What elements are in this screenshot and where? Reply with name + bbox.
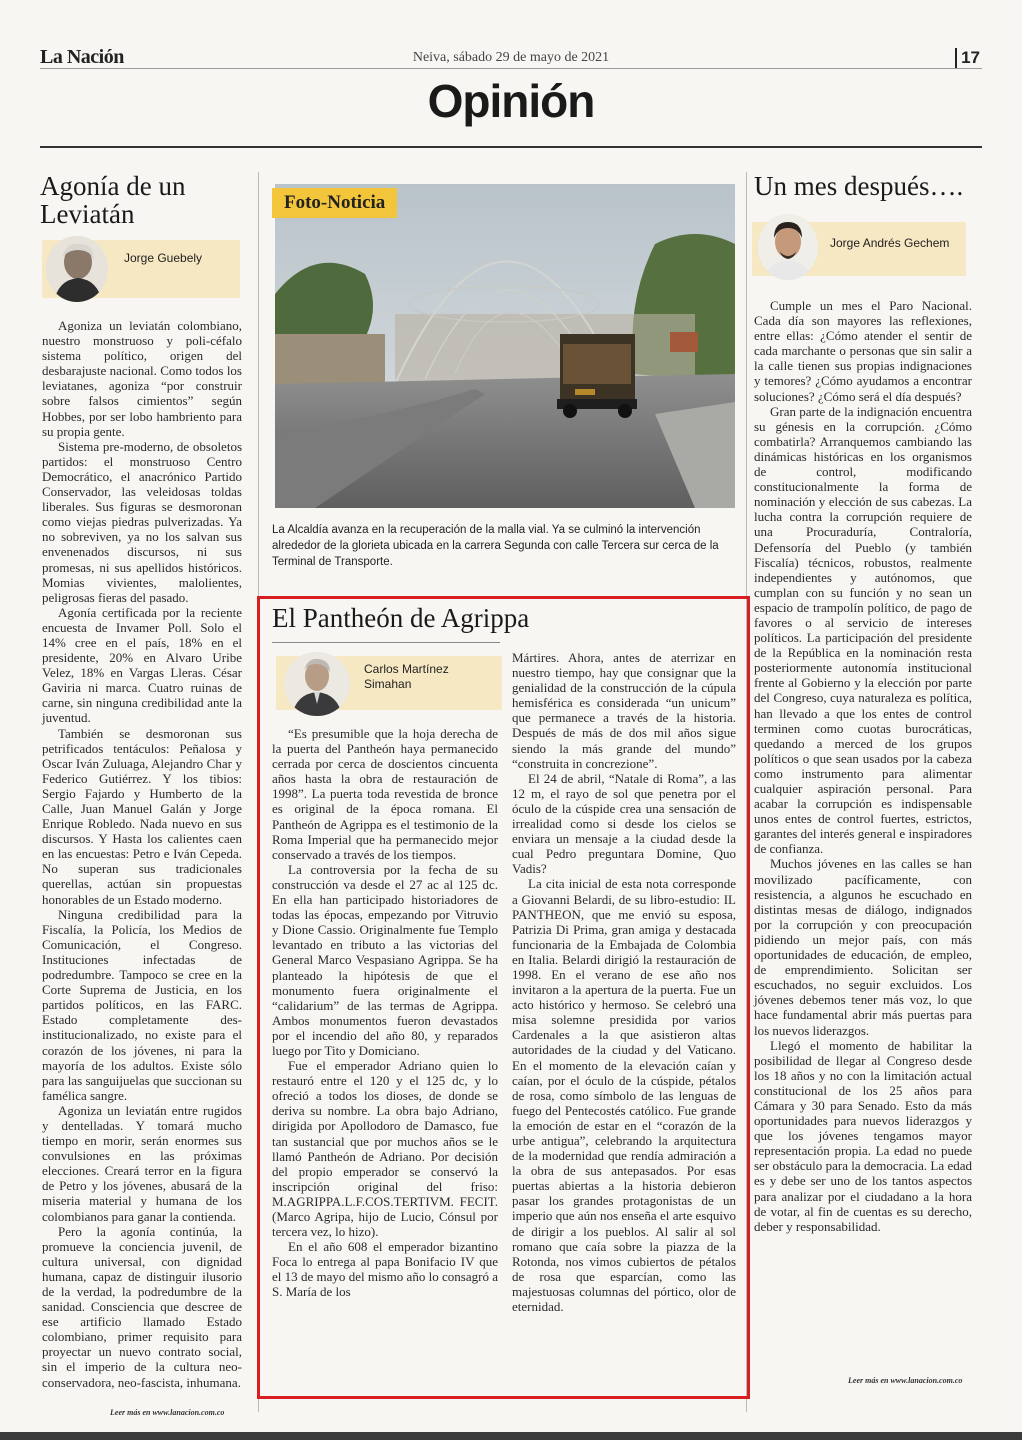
center-article-title: El Pantheón de Agrippa <box>272 603 530 633</box>
paragraph: La controversia por la fecha de su construcción va desde el 27 ac al 125 dc. En ella han participado historiadores de todas las épocas, empezando por Vitruvio y Dione Cassio. Originalmente fue Templo levantado en tributo a las victorias del General Marco Vespasiano Agrippa. Se ha planteado la hipótesis de que el monumento fuera originalmente el “calidarium” de las termas de Agrippa. Ambos monumentos fueron devastados por el incendio del año 80, y reparados luego por Tito y Domiciano. <box>272 861 498 1058</box>
paragraph: Pero la agonía continúa, la promueve la conciencia juvenil, de cultura universal, con dignidad humana, capaz de distinguir ilusorio de la verdad, la podredumbre de la sanidad. Consciencia que descree de ese artificio llamado Estado colombiano, primer requisito para proyectar un nuevo contrato social, sin el imperio de la cultura neo-conservadora, neo-fascista, inhumana. <box>42 1223 242 1390</box>
author-photo-guebely <box>46 236 108 302</box>
photo-news-label: Foto-Noticia <box>272 188 397 218</box>
photo-news-image <box>275 184 735 508</box>
author-photo-gechem <box>758 214 818 280</box>
left-byline-box <box>42 240 240 298</box>
dateline: Neiva, sábado 29 de mayo de 2021 <box>412 50 610 65</box>
paragraph: En el año 608 el emperador bizantino Foca lo entrega al papa Bonifacio IV que el 13 de mayo del mismo año lo consagró a S. María de los <box>272 1239 498 1300</box>
left-read-more[interactable]: Leer más en www.lanacion.com.co <box>110 1408 225 1417</box>
right-article-title: Un mes después…. <box>754 171 964 201</box>
title-rule <box>272 642 500 643</box>
center-article-col2 <box>512 650 736 1314</box>
paragraph: Sistema pre-moderno, de obsoletos partidos: el monstruoso Centro Democrático, el anacrónico Partido Conservador, las veleidosas toldas liberales. Sus figuras se desmoronan como viejas piedras pulverizadas. Ya no sobreviven, ya no los salvan sus envenenados discursos, ni sus promesas, ni sus apellidos históricos. Momias vivientes, malolientes, peligrosas fieras del pasado. <box>42 438 242 605</box>
right-byline-box <box>752 222 966 276</box>
section-title: Opinión <box>427 75 595 127</box>
center-article-col1 <box>272 726 498 1300</box>
center-author-name: Carlos Martínez Simahan <box>364 662 449 691</box>
left-article-body <box>42 318 242 1390</box>
paragraph: También se desmoronan sus petrificados tentáculos: Peñalosa y Oscar Iván Zuluaga, Alejandro Char y Federico Gutiérrez. Y los tibios: Sergio Fajardo y Humberto de la Calle, Juan Manuel Galán y Jorge Enrique Robledo. Nada nuevo en sus discursos. Y Hasta los calientes caen en las encuestas: Petro e Iván Cepeda. No superan sus tradicionales querellas, actúan sin propuestas honorables de un Estado moderno. <box>42 725 242 907</box>
right-author-name: Jorge Andrés Gechem <box>830 236 950 250</box>
paragraph: “Es presumible que la hoja derecha de la puerta del Pantheón haya permanecido cerrada por cerca de doscientos cincuenta años hasta la obra de restauración de 1998”. La puerta toda revestida de bronce es original de la época romana. El Pantheón de Agrippa es el testimonio de la Roma Imperial que ha permanecido mejor conservado a través de los tiempos. <box>272 726 498 862</box>
paragraph: El 24 de abril, “Natale di Roma”, a las 12 m, el rayo de sol que penetra por el óculo de la cúspide crea una sensación de irrealidad como si desde los cielos se enviara un mensaje a la ciudad desde la cual Pedro preguntara Domine, Quo Vadis? <box>512 770 736 877</box>
right-article-body <box>754 298 972 1234</box>
author-photo-martinez <box>284 652 350 716</box>
paragraph: La cita inicial de esta nota corresponde a Giovanni Belardi, de su libro-estudio: IL PANTHEON, que me envió su esposa, Patrizia Di Prima, gran amiga y destacada funcionaria de la Embajada de Colombia en Italia. Belardi dirigió la restauración de 1998. En el verano de ese año nos invitaron a la apertura de la puerta. Fue un acto histórico y hermoso. Se celebró una misa solemne presidida por varios Cardenales a la que asistieron altas autoridades de la ciudad y del Vaticano. En el momento de la elevación caían y caían, por el óculo de la cúspide, pétalos de rosa, como símbolo de las lenguas de fuego del Pentecostés católico. Fue grande la emoción de estar en el “corazón de la urbe antigua”, celebrando la arquitectura de la modernidad que rendía admiración a la obra de sus antepasados. Por esas puertas abiertas a la historia debieron pasar los grandes protagonistas de un imperio que aún nos enseña el arte esquivo de dirigir a los pueblos. Al salir al sol romano que caía sobre la piazza de la Rotonda, nos vimos cubiertos de pétalos de rosa que esparcían, como las majestuosas columnas del pórtico, olor de eternidad. <box>512 876 736 1315</box>
paragraph: Agoniza un leviatán entre rugidos y dentelladas. Y tomará mucho tiempo en morir, serán enormes sus convulsiones en las próximas elecciones. Creará terror en la figura de Petro y los jóvenes, abusará de la miseria material y humana de los colombianos para ganar la contienda. <box>42 1102 242 1224</box>
paragraph: Cumple un mes el Paro Nacional. Cada día son mayores las reflexiones, entre ellas: ¿Cómo atender el sentir de cada marchante o personas que sin salir a la calle tienen sus propias indignaciones y temores? ¿Cómo ayudamos a encontrar soluciones? ¿Cómo será el día después? <box>754 298 972 404</box>
page-number: 17 <box>955 48 980 68</box>
center-byline-box <box>276 656 502 710</box>
paragraph: Gran parte de la indignación encuentra su génesis en la corrupción. ¿Cómo combatirla? Arranquemos cambiando las dinámicas históricas en los organismos de control, modificando constitucionalmente la forma de nominación y elección de sus cabezas. La lucha contra la corrupción requiere de una Procuraduría, Contraloría, Defensoría del Pueblo (y también Fiscalía) técnicos, robustos, realmente independientes y autónomos, que cumplan con su función y no sean un espacio de trampolín político, de pago de favores o al servicio de intereses políticos. La participación del presidente de la República en la nominación resta posteriormente autonomía institucional frente al Gobierno y la elección por parte del Congreso, cuya naturaleza es política, han llevado a que los entes de control terminen como cuotas burocráticas, quedando a merced de los grupos políticos o que sean usados por la cabeza como instrumento para alimentar cualquier aspiración personal. Para acabar la corrupción es indispensable unos entes de control fuertes, estrictos, garantes del interés general e inspiradores de confianza. <box>754 403 972 857</box>
paragraph: Ninguna credibilidad para la Fiscalía, la Policía, los Medios de Comunicación, el Congreso. Instituciones infectadas de podredumbre. Tampoco se cree en la Corte Suprema de Justicia, en los partidos políticos, en las FARC. Estado completamente des-institucionalizado, no existe para el corazón de los jóvenes, ni para la mayoría de los adultos. Existe sólo para las sanguijuelas que succionan su famélica sangre. <box>42 906 242 1103</box>
paragraph: Fue el emperador Adriano quien lo restauró entre el 120 y el 125 dc, y lo ofreció a todos los dioses, de donde se deriva su nombre. La obra bajo Adriano, dirigida por Apollodoro de Damasco, fue tan sustancial que por muchos años se le llamó Pantheón de Adriano. Por decisión del propio emperador se conservó la inscripción original del friso: M.AGRIPPA.L.F.COS.TERTIVM. FECIT. (Marco Agripa, hijo de Lucio, Cónsul por tercera vez, lo hizo). <box>272 1058 498 1240</box>
photo-news-caption: La Alcaldía avanza en la recuperación de la malla vial. Ya se culminó la intervención alrededor de la glorieta ubicada en la carrera Segunda con calle Tercera sur cerca de la Terminal de Transporte. <box>272 524 719 568</box>
paragraph: Mártires. Ahora, antes de aterrizar en nuestro tiempo, hay que consignar que la genialidad de la construcción de la cúpula hemisférica es considerada “un unicum” que permanece a través de la historia. Después de más de dos mil años sigue siendo la más grande del mundo” “construita in concrezione”. <box>512 650 736 771</box>
header-rule <box>40 68 982 69</box>
section-rule <box>40 146 982 148</box>
left-article-title: Agonía de un Leviatán <box>40 171 186 229</box>
paragraph: Agoniza un leviatán colombiano, nuestro monstruoso y poli-céfalo sistema político, origen del desbarajuste nacional. Como todos los leviatanes, agoniza “por construir sobre falsos cimientos” según Hobbes, por ser lobo hambriento para su propia gente. <box>42 318 242 439</box>
masthead-logo: La Nación <box>40 46 124 68</box>
bottom-edge <box>0 1432 1022 1440</box>
left-author-name: Jorge Guebely <box>124 251 203 265</box>
right-read-more[interactable]: Leer más en www.lanacion.com.co <box>848 1376 963 1385</box>
paragraph: Muchos jóvenes en las calles se han movilizado pacíficamente, con resistencia, a algunos he escuchado en distintas mesas de diálogo, indignados por la corrupción y con preocupación pidiendo un mejor país, con más oportunidades de educación, de empleo, de emprendimiento. Solicitan ser escuchados, no seguir excluidos. Los jóvenes debemos tener más voz, lo que hace fundamental abrir más puertas para los nuevos liderazgos. <box>754 856 972 1038</box>
paragraph: Agonía certificada por la reciente encuesta de Invamer Poll. Solo el 14% cree en el país, 18% en el presidente, 20% en Alvaro Uribe Velez, 18% en Vargas Lleras. César Gaviria ni marca. Cuatro ruinas de carne, sin ninguna credibilidad ante la juventud. <box>42 604 242 726</box>
paragraph: Llegó el momento de habilitar la posibilidad de llegar al Congreso desde los 18 años y no con la limitación actual constitucional de los 25 años para Cámara y 30 para Senado. Esto da más oportunidades para nuevos liderazgos y que los jóvenes tengamos mayor representación propia. La edad no puede ser obstáculo para la democracia. La edad es y debe ser uno de los tantos aspectos para analizar por el ciudadano a la hora de votar, al fin de cuentas es su derecho, deber y responsabilidad. <box>754 1037 972 1234</box>
